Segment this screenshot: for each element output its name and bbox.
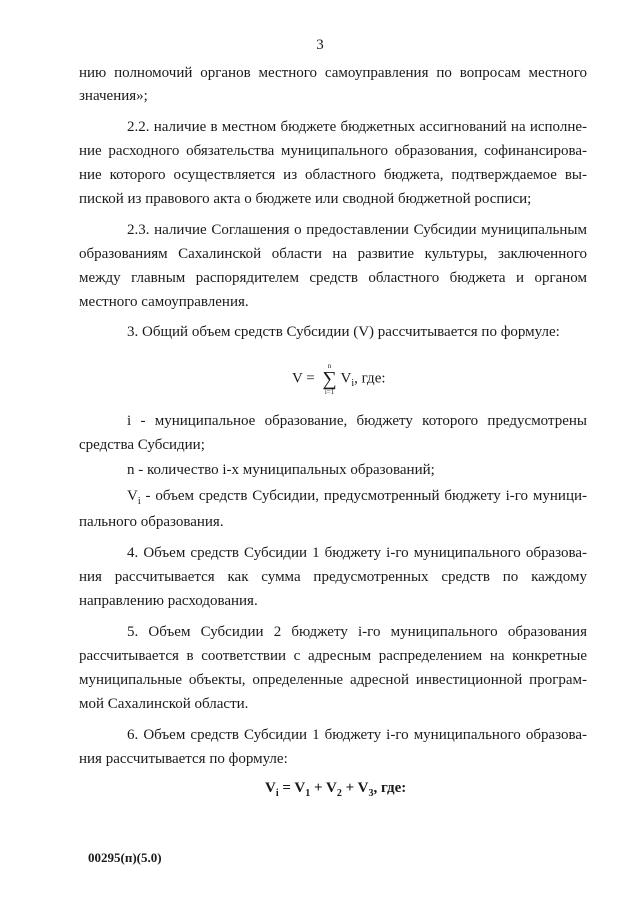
text-line: 2.3. наличие Соглашения о предоставлении Субсидии муниципальным: [127, 222, 587, 238]
vi-formula-tail: , где:: [373, 780, 407, 796]
text-line: между главным распорядителем средств областного бюджета и органом: [79, 270, 587, 286]
vi-definition-line: [127, 486, 587, 508]
text-line: 2.2. наличие в местном бюджете бюджетных ассигнований на исполне-: [127, 119, 587, 135]
text-line: рассчитывается в соответствии с адресным распределением на конкретные: [79, 648, 587, 664]
text-line: образованиям Сахалинской области на развитие культуры, заключенного: [79, 246, 587, 262]
text-line: местного самоуправления.: [79, 294, 249, 310]
text-line: 6. Объем средств Субсидии 1 бюджету i-го муниципального образова-: [127, 727, 587, 743]
vi-formula-p1: + V: [310, 780, 337, 796]
vi-formula-s1: 1: [305, 788, 311, 799]
text-line: 4. Объем средств Субсидии 1 бюджету i-го муниципального образова-: [127, 545, 587, 561]
vi-definition-text: - объем средств Субсидии, предусмотренный бюджету i-го муници-: [140, 488, 587, 504]
text-line: ния рассчитывается по формуле:: [79, 751, 288, 767]
text-line: 5. Объем Субсидии 2 бюджету i-го муниципального образования: [127, 624, 587, 640]
sum-operator: [321, 362, 339, 396]
vi-formula-v: V: [265, 780, 276, 796]
sum-lower-limit: i=1: [324, 388, 335, 396]
footer-code: 00295(п)(5.0): [88, 850, 162, 865]
text-line: ния рассчитывается как сумма предусмотренных средств по каждому: [79, 569, 587, 585]
page-number: 3: [316, 37, 324, 53]
text-line: ние расходного обязательства муниципального образования, софинансирова-: [79, 143, 587, 159]
vi-formula-eq: = V: [278, 780, 306, 796]
vi-formula-p2: + V: [341, 780, 369, 796]
text-line: пального образования.: [79, 514, 224, 530]
text-line: значения»;: [79, 88, 148, 104]
text-line: ние которого осуществляется из областного бюджета, подтверждаемое вы-: [79, 167, 587, 183]
text-line: i - муниципальное образование, бюджету которого предусмотрены: [127, 413, 587, 429]
vi-formula-i: i: [275, 788, 279, 799]
sum-term: V: [340, 370, 352, 387]
sum-formula: [292, 362, 386, 396]
text-line: мой Сахалинской области.: [79, 696, 249, 712]
sum-upper-limit: n: [327, 362, 332, 370]
vi-formula-s3: 3: [368, 788, 374, 799]
text-line: пиской из правового акта о бюджете или сводной бюджетной росписи;: [79, 191, 532, 207]
sum-term-subscript: i: [351, 378, 355, 390]
vi-subscript: i: [137, 496, 141, 507]
text-line: средства Субсидии;: [79, 437, 205, 453]
sum-sign: ∑: [322, 368, 337, 390]
text-line: нию полномочий органов местного самоуправления по вопросам местного: [79, 65, 587, 81]
text-line: 3. Общий объем средств Субсидии (V) рассчитывается по формуле:: [127, 324, 560, 340]
sum-lhs: V =: [292, 370, 315, 387]
vi-formula-s2: 2: [336, 788, 342, 799]
vi-symbol: V: [127, 488, 138, 504]
text-line: муниципальные объекты, определенные адресной инвестиционной програм-: [79, 672, 587, 688]
vi-formula: [265, 780, 406, 797]
text-line: n - количество i-х муниципальных образований;: [127, 462, 435, 478]
sum-tail: , где:: [354, 370, 386, 387]
text-line: направлению расходования.: [79, 593, 258, 609]
